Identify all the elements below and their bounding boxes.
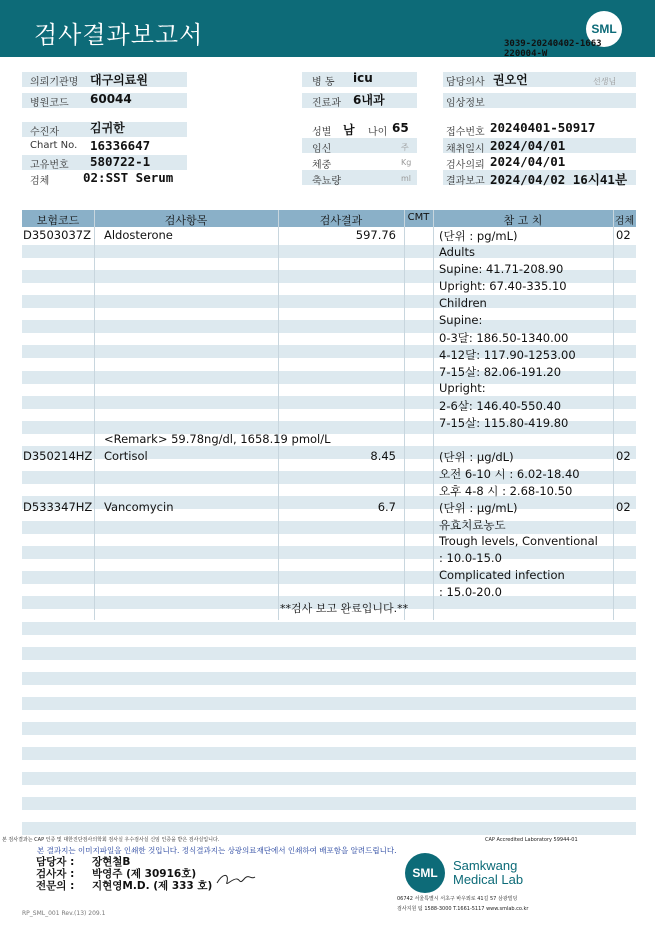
row-result: 597.76 bbox=[355, 228, 396, 242]
patient-name-value: 김귀한 bbox=[90, 121, 125, 135]
table-stripe bbox=[22, 747, 636, 760]
col-header-reference: 참 고 치 bbox=[503, 214, 543, 227]
report-id bbox=[504, 39, 602, 59]
row-insurance-code: D533347HZ bbox=[23, 500, 93, 514]
hospital-code-label: 병원코드 bbox=[30, 98, 69, 109]
age-value: 65 bbox=[392, 121, 409, 135]
col-header-result: 검사결과 bbox=[319, 214, 363, 227]
pregnancy-unit: 주 bbox=[401, 143, 409, 152]
row-test-name: <Remark> 59.78ng/dl, 1658.19 pmol/L bbox=[104, 432, 331, 446]
form-id: RP_SML_001 Rev.(13) 209.1 bbox=[22, 910, 106, 917]
report-title: 검사결과보고서 bbox=[34, 21, 204, 49]
lab-address: 06742 서울특별시 서초구 바우뫼로 41길 57 삼광빌딩 bbox=[397, 896, 518, 902]
age-label: 나이 bbox=[368, 127, 388, 138]
lab-name-line2: Medical Lab bbox=[453, 872, 524, 887]
ward-label: 병 동 bbox=[312, 77, 335, 88]
cap-accreditation: CAP Accredited Laboratory 59944-01 bbox=[485, 837, 578, 843]
specimen-label: 검체 bbox=[30, 176, 50, 187]
lab-name-line1: Samkwang bbox=[453, 858, 518, 873]
table-stripe bbox=[22, 521, 636, 534]
doctor-label: 담당의사 bbox=[446, 77, 485, 88]
weight-unit: Kg bbox=[401, 158, 412, 167]
receipt-label: 접수번호 bbox=[446, 127, 485, 138]
row-reference: (단위 : µg/dL) bbox=[439, 450, 514, 464]
col-header-cmt: CMT bbox=[407, 212, 430, 223]
chart-no-value: 16336647 bbox=[90, 138, 151, 153]
signer-name-1: 장현철B bbox=[92, 856, 131, 868]
row-reference: (단위 : pg/mL) bbox=[439, 229, 518, 243]
table-stripe bbox=[22, 672, 636, 685]
lab-phone: 검사지원 팀 1588-3000 T.1661-5117 www.smlab.co.kr bbox=[397, 906, 529, 912]
row-reference: : 10.0-15.0 bbox=[439, 551, 502, 565]
table-stripe bbox=[22, 245, 636, 258]
row-result: 8.45 bbox=[370, 449, 396, 463]
column-divider bbox=[278, 210, 279, 620]
ward-value: icu bbox=[353, 71, 373, 85]
col-header-insurance-code: 보험코드 bbox=[36, 214, 80, 227]
table-stripe bbox=[22, 722, 636, 735]
row-reference: 오전 6-10 시 : 6.02-18.40 bbox=[439, 467, 580, 481]
row-reference: Upright: 67.40-335.10 bbox=[439, 279, 567, 293]
row-reference: Upright: bbox=[439, 381, 486, 395]
row-reference: Supine: 41.71-208.90 bbox=[439, 262, 564, 276]
table-stripe bbox=[22, 546, 636, 559]
table-stripe bbox=[22, 772, 636, 785]
hospital-code-value: 60044 bbox=[90, 92, 132, 106]
signer-name-3: 지현영M.D. (제 333 호) bbox=[92, 880, 213, 892]
institution-value: 대구의료원 bbox=[90, 73, 148, 87]
clinical-info-label: 임상정보 bbox=[446, 98, 485, 109]
row-reference: Trough levels, Conventional bbox=[439, 534, 598, 548]
report-date-label: 결과보고 bbox=[446, 176, 485, 187]
column-divider bbox=[433, 210, 434, 620]
signer-role-2: 검사자 : bbox=[36, 868, 75, 880]
row-reference: 오후 4-8 시 : 2.68-10.50 bbox=[439, 484, 573, 498]
signer-role-3: 전문의 : bbox=[36, 880, 75, 892]
collect-value: 2024/04/01 bbox=[490, 138, 566, 153]
sml-logo: SML bbox=[586, 11, 622, 47]
table-stripe bbox=[22, 797, 636, 810]
row-reference: 2-6살: 146.40-550.40 bbox=[439, 399, 562, 413]
lab-name bbox=[453, 859, 523, 887]
collect-label: 채취일시 bbox=[446, 144, 485, 155]
row-reference: Complicated infection bbox=[439, 568, 565, 582]
receipt-value: 20240401-50917 bbox=[490, 120, 596, 135]
report-id-line2: 220004-W bbox=[504, 49, 548, 59]
sex-label: 성별 bbox=[312, 127, 332, 138]
request-label: 검사의뢰 bbox=[446, 160, 485, 171]
urine-unit: ml bbox=[401, 174, 412, 183]
row-reference: Supine: bbox=[439, 313, 483, 327]
row-reference: Adults bbox=[439, 245, 475, 259]
institution-label: 의뢰기관명 bbox=[30, 77, 79, 88]
row-specimen: 02 bbox=[616, 449, 631, 463]
row-reference: 4-12달: 117.90-1253.00 bbox=[439, 348, 576, 362]
chart-no-label: Chart No. bbox=[30, 140, 78, 151]
row-insurance-code: D3503037Z bbox=[23, 228, 91, 242]
request-value: 2024/04/01 bbox=[490, 154, 566, 169]
col-header-test-item: 검사항목 bbox=[164, 214, 208, 227]
signer-name-2: 박영주 (제 30916호) bbox=[92, 868, 197, 880]
signer-role-1: 담당자 : bbox=[36, 856, 75, 868]
table-stripe bbox=[22, 697, 636, 710]
urine-label: 축뇨량 bbox=[312, 176, 341, 187]
row-result: 6.7 bbox=[377, 500, 396, 514]
row-reference: (단위 : µg/mL) bbox=[439, 501, 518, 515]
doctor-signature bbox=[215, 870, 257, 888]
row-reference: 7-15살: 115.80-419.80 bbox=[439, 416, 569, 430]
row-reference: Children bbox=[439, 296, 487, 310]
table-stripe bbox=[22, 647, 636, 660]
dept-label: 진료과 bbox=[312, 98, 341, 109]
row-reference: 0-3달: 186.50-1340.00 bbox=[439, 331, 569, 345]
sex-value: 남 bbox=[343, 123, 355, 137]
table-stripe bbox=[22, 622, 636, 635]
report-complete-note: **검사 보고 완료입니다.** bbox=[280, 602, 409, 615]
dept-value: 6내과 bbox=[353, 93, 385, 107]
specimen-value: 02:SST Serum bbox=[83, 170, 174, 185]
row-specimen: 02 bbox=[616, 228, 631, 242]
doctor-title: 선생님 bbox=[593, 77, 617, 86]
table-stripe bbox=[22, 295, 636, 308]
column-divider bbox=[404, 210, 405, 620]
row-reference: 7-15살: 82.06-191.20 bbox=[439, 365, 562, 379]
row-specimen: 02 bbox=[616, 500, 631, 514]
column-divider bbox=[613, 210, 614, 620]
id-no-value: 580722-1 bbox=[90, 154, 151, 169]
official-result-notice: 본 결과지는 이미지파일을 인쇄한 것입니다. 정식결과지는 상광의료재단에서 인쇄하여 배포함을 알려드립니다. bbox=[37, 846, 397, 855]
row-reference: 유효치료농도 bbox=[439, 518, 506, 532]
column-divider bbox=[94, 210, 95, 620]
row-test-name: Cortisol bbox=[104, 449, 148, 463]
report-id-line1: 3039-20240402-1663 bbox=[504, 39, 602, 49]
certification-note: 본 검사결과는 CAP 인증 및 대한진단검사의학회 검사실 우수검사실 신임 인증을 받은 검사실입니다. bbox=[2, 837, 220, 843]
patient-name-label: 수진자 bbox=[30, 127, 59, 138]
sml-footer-logo: SML bbox=[405, 853, 445, 893]
row-insurance-code: D350214HZ bbox=[23, 449, 93, 463]
weight-label: 체중 bbox=[312, 160, 332, 171]
report-date-value: 2024/04/02 16시41분 bbox=[490, 172, 628, 187]
id-no-label: 고유번호 bbox=[30, 160, 69, 171]
row-reference: : 15.0-20.0 bbox=[439, 585, 502, 599]
row-test-name: Vancomycin bbox=[104, 500, 174, 514]
row-test-name: Aldosterone bbox=[104, 228, 173, 242]
table-stripe bbox=[22, 822, 636, 835]
doctor-value: 권오언 bbox=[493, 73, 528, 87]
pregnancy-label: 임신 bbox=[312, 144, 332, 155]
col-header-specimen: 검체 bbox=[614, 216, 635, 227]
